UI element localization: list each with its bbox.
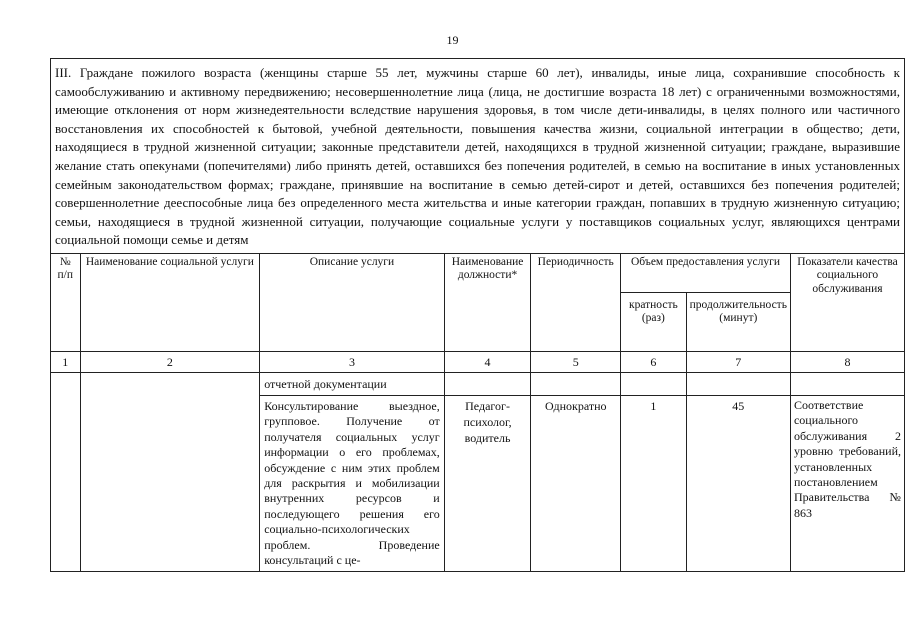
column-number: 6 <box>621 351 687 372</box>
header-position: Наименование должности* <box>444 253 531 351</box>
cell-empty <box>621 372 687 395</box>
header-service-name: Наименование социальной услуги <box>80 253 260 351</box>
cell-service-name <box>80 372 260 571</box>
page-number: 19 <box>446 33 459 47</box>
cell-description: Консультирование выездное, групповое. Получение от получателя социальных услуг информации о его проблемах, обсуждение с ним этих проблем для раскрытия и мобилизации внутренних ресурсов и последующего решения его социально-психологических проблем. Проведение консультаций с це- <box>260 395 445 571</box>
section-heading: III. Граждане пожилого возраста (женщины старше 55 лет, мужчины старше 60 лет), инвалиды, иные лица, сохранившие способность к самообслуживанию и активному передвижению; несовершеннолетние лица (лица, не достигшие возраста 18 лет) с ограниченными возможностями, имеющие отклонения от норм жизнедеятельности вследствие нарушения здоровья, в том числе дети-инвалиды, в целях полного или частичного восстановления их способностей к бытовой, учебной деятельности, повышения качества жизни, социальной интеграции в общество; дети, находящиеся в трудной жизненной ситуации; законные представители детей, находящихся в трудной жизненной ситуации; граждане, выразившие желание стать опекунами (попечителями) либо принять детей, оставшихся без попечения родителей, в семью на воспитание в иных установленных семейным законодательством формах; граждане, принявшие на воспитание в семью детей-сирот и детей, оставшихся без попечения родителей; совершеннолетние дееспособные лица без определенного места жительства и иные категории граждан, попавших в трудную жизненную ситуацию; семьи, находящиеся в трудной жизненной ситуации, получающие социальные услуги у поставщиков социальных услуг, являющихся центрами социальной помощи семье и детям <box>51 59 905 254</box>
services-table <box>50 58 905 572</box>
cell-quality: Соответствие социального обслуживания 2 уровню требований, установленных постановлением Правительства № 863 <box>790 395 904 571</box>
column-number: 8 <box>790 351 904 372</box>
cell-description-continued: отчетной документации <box>260 372 445 395</box>
header-volume: Объем предоставления услуги <box>621 253 791 292</box>
cell-empty <box>444 372 531 395</box>
cell-periodicity: Однократно <box>531 395 621 571</box>
header-frequency: кратность (раз) <box>621 292 687 351</box>
header-periodicity: Периодичность <box>531 253 621 351</box>
column-number: 4 <box>444 351 531 372</box>
header-quality: Показатели качества социального обслуживания <box>790 253 904 351</box>
cell-empty <box>531 372 621 395</box>
cell-position: Педагог-психолог, водитель <box>444 395 531 571</box>
column-number: 1 <box>51 351 81 372</box>
column-number: 5 <box>531 351 621 372</box>
cell-empty <box>790 372 904 395</box>
header-description: Описание услуги <box>260 253 445 351</box>
column-number-row <box>51 351 905 372</box>
header-duration: продолжительность (минут) <box>686 292 790 351</box>
column-number: 2 <box>80 351 260 372</box>
column-number: 7 <box>686 351 790 372</box>
cell-num <box>51 372 81 571</box>
cell-empty <box>686 372 790 395</box>
cell-frequency: 1 <box>621 395 687 571</box>
table-row <box>51 372 905 395</box>
cell-duration: 45 <box>686 395 790 571</box>
header-num: № п/п <box>51 253 81 351</box>
column-number: 3 <box>260 351 445 372</box>
